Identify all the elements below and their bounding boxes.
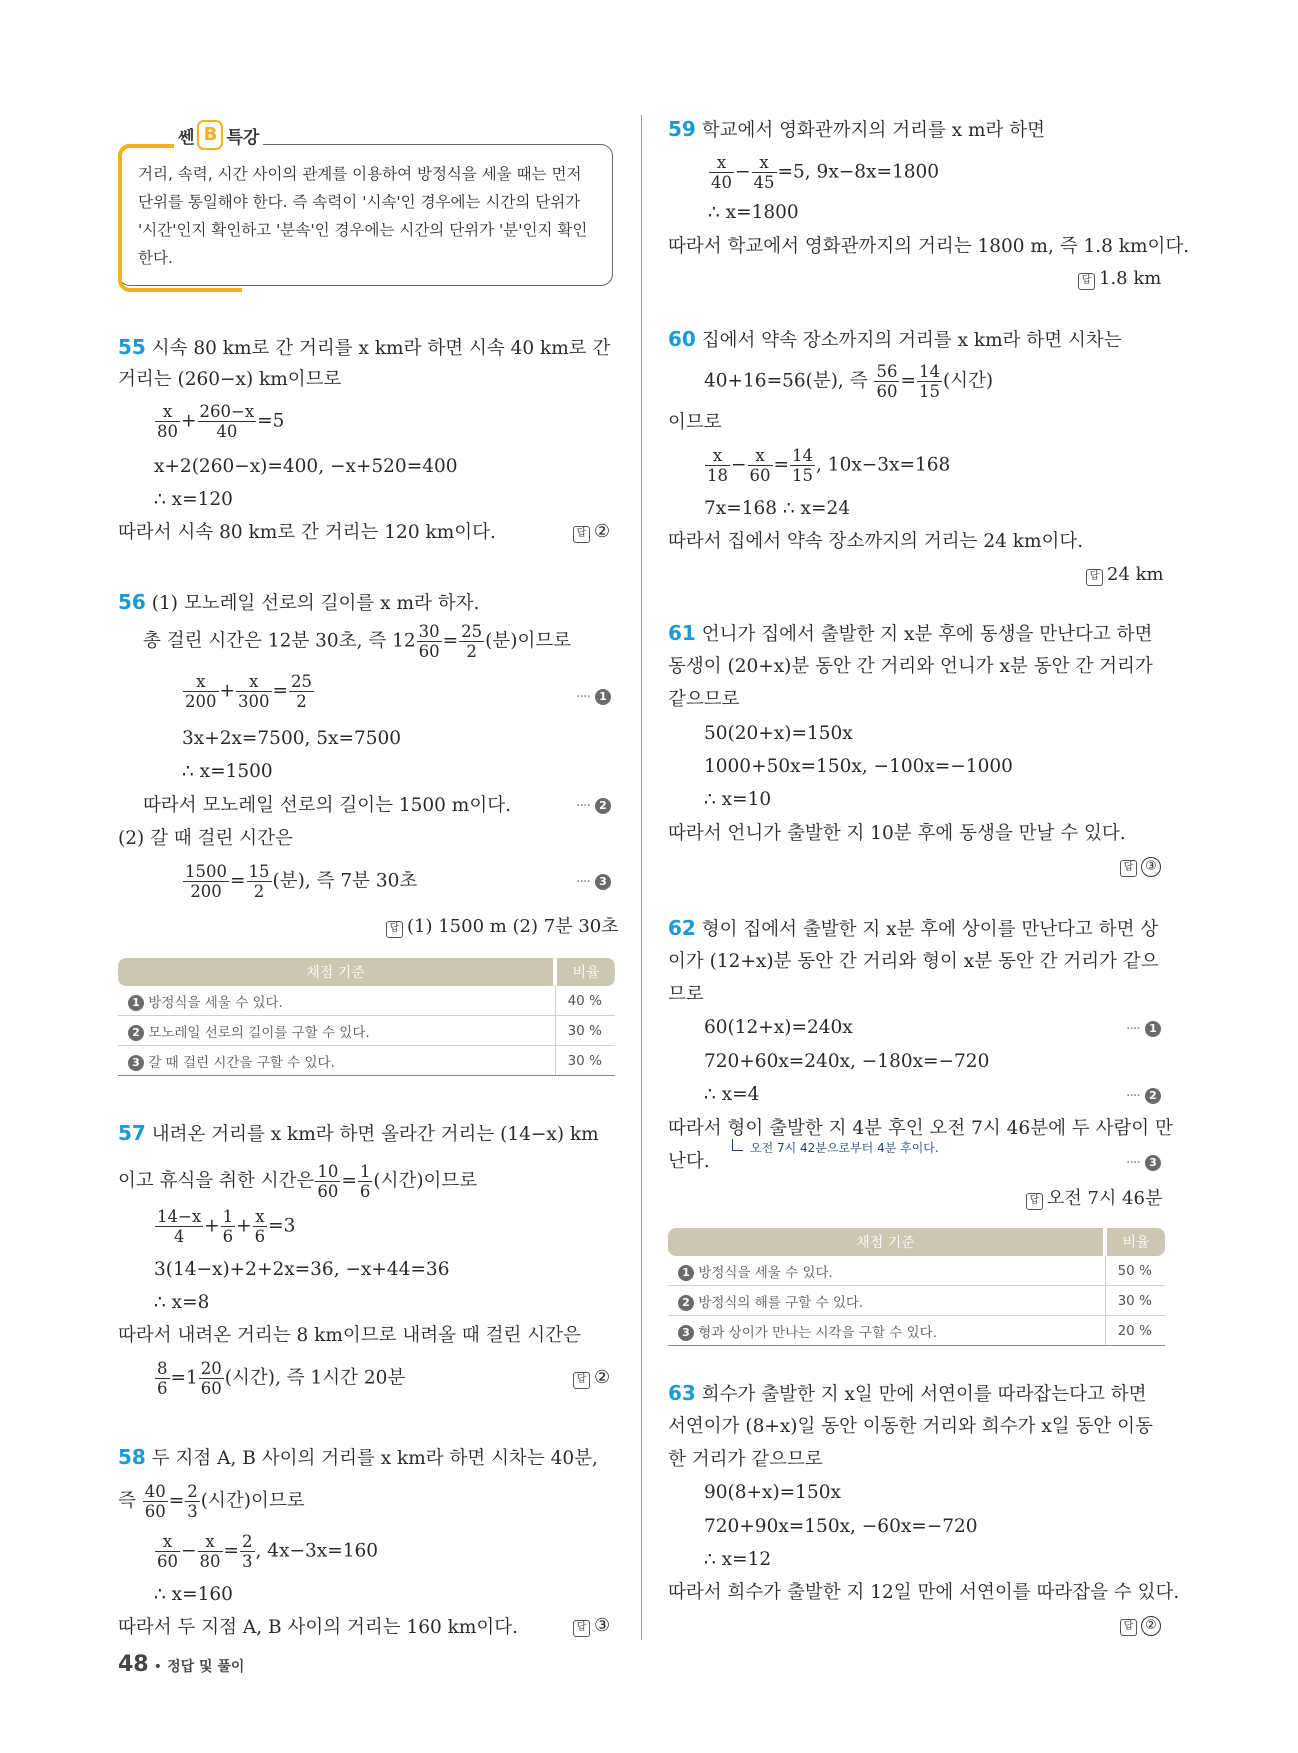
p63-answer: 답 ② xyxy=(1120,1614,1161,1636)
p55-line1 xyxy=(118,334,610,362)
p56-marker1: ···· 1 xyxy=(576,686,611,705)
tip-text: 거리, 속력, 시간 사이의 관계를 이용하여 방정식을 세울 때는 먼저 단위를 통일해야 한다. 즉 속력이 '시속'인 경우에는 시간의 단위가 '시간'인지 확인하고 '분속'인 경우에는 시간의 단위가 '분'인지 확인한다. xyxy=(138,165,588,267)
footer-label: 정답 및 풀이 xyxy=(167,1659,245,1675)
problem-number-56: 56 xyxy=(118,590,146,614)
p61-line6: ∴ x=10 xyxy=(704,789,772,810)
p58-eq1: $\frac{x}{60}$ − $\frac{x}{80}$ = $\frac{2}{3}$ , 4x−3x=160 xyxy=(157,1532,379,1571)
p58-line2: 즉 $\frac{40}{60}$ = $\frac{2}{3}$ (시간)이므로 xyxy=(118,1482,305,1521)
p56-marker3: ···· 3 xyxy=(576,871,611,890)
p60-answer: 답 24 km xyxy=(1086,564,1164,586)
p56-marker2: ···· 2 xyxy=(576,795,611,814)
p62-note: 오전 7시 42분으로부터 4분 후이다. xyxy=(750,1141,939,1155)
tip-title-post: 특강 xyxy=(226,127,260,148)
p63-line3: 한 거리가 같으므로 xyxy=(668,1449,823,1470)
column-divider xyxy=(641,115,642,1640)
problem-number-57: 57 xyxy=(118,1121,146,1145)
p55-line6: 따라서 시속 80 km로 간 거리는 120 km이다. xyxy=(118,522,496,543)
p62-line8: 난다. xyxy=(668,1151,710,1172)
p59-line3: ∴ x=1800 xyxy=(708,202,799,223)
grading-table-2 xyxy=(668,1228,1165,1346)
p62-line1: 62 형이 집에서 출발한 지 x분 후에 상이를 만난다고 하면 상 xyxy=(668,916,1159,940)
p60-line6: 따라서 집에서 약속 장소까지의 거리는 24 km이다. xyxy=(668,531,1084,552)
p60-line5: 7x=168 ∴ x=24 xyxy=(704,498,851,519)
p62-line6: ∴ x=4 xyxy=(704,1084,760,1105)
grading-row: 3 갈 때 걸린 시간을 구할 수 있다. 30 % xyxy=(118,1046,615,1076)
page-number: 48 xyxy=(118,1652,149,1677)
problem-number-63: 63 xyxy=(668,1381,696,1405)
p56-line7: (2) 갈 때 걸린 시간은 xyxy=(118,828,293,849)
p56-line4: 3x+2x=7500, 5x=7500 xyxy=(182,728,402,749)
p62-marker2: ···· 2 xyxy=(1126,1085,1161,1104)
p61-line2: 동생이 (20+x)분 동안 간 거리와 언니가 x분 동안 간 거리가 xyxy=(668,656,1153,677)
p63-line4: 90(8+x)=150x xyxy=(704,1482,841,1503)
p59-answer: 답 1.8 km xyxy=(1078,268,1161,290)
p55-answer: 답 ② xyxy=(573,521,610,543)
p62-line2: 이가 (12+x)분 동안 간 거리와 형이 x분 동안 간 거리가 같으 xyxy=(668,951,1159,972)
p60-line2: 40+16=56(분), 즉 $\frac{56}{60}$ = $\frac{14}{15}$ (시간) xyxy=(704,362,994,401)
p62-marker3: ···· 3 xyxy=(1126,1152,1161,1171)
p56-line2: 총 걸린 시간은 12분 30초, 즉 12 $\frac{30}{60}$ = $\frac{25}{2}$ (분)이므로 xyxy=(143,622,572,661)
p59-line1: 59 학교에서 영화관까지의 거리를 x m라 하면 xyxy=(668,117,1046,141)
frac: $\frac{25}{2}$ xyxy=(461,622,483,661)
problem-number-60: 60 xyxy=(668,327,696,351)
problem-number-55: 55 xyxy=(118,335,146,359)
p58-line1: 58 두 지점 A, B 사이의 거리를 x km라 하면 시차는 40분, xyxy=(118,1445,598,1469)
p60-eq1: $\frac{x}{18}$ − $\frac{x}{60}$ = $\frac{14}{15}$ , 10x−3x=168 xyxy=(707,446,951,485)
p56-line1 xyxy=(118,589,479,617)
tip-title-pre: 쎈 xyxy=(178,127,195,148)
frac: $\frac{30}{60}$ xyxy=(418,622,440,661)
p55-eq1: $\frac{x}{80}$ + $\frac{260-x}{40}$ =5 xyxy=(157,402,285,441)
frac: $\frac{260-x}{40}$ xyxy=(199,402,255,441)
p62-line5: 720+60x=240x, −180x=−720 xyxy=(704,1051,990,1072)
problem-number-61: 61 xyxy=(668,621,696,645)
problem-number-62: 62 xyxy=(668,916,696,940)
p62-marker1: ···· 1 xyxy=(1126,1018,1161,1037)
p63-line7: 따라서 희수가 출발한 지 12일 만에 서연이를 따라잡을 수 있다. xyxy=(668,1582,1180,1603)
p56-eq1: $\frac{x}{200}$ + $\frac{x}{300}$ = $\frac{25}{2}$ xyxy=(185,672,313,711)
p63-line2: 서연이가 (8+x)일 동안 이동한 거리와 희수가 x일 동안 이동 xyxy=(668,1416,1153,1437)
p56-line5: ∴ x=1500 xyxy=(182,761,273,782)
p56-answer: 답 (1) 1500 m (2) 7분 30초 xyxy=(386,912,619,938)
tip-title xyxy=(174,120,263,150)
answer-icon: 답 xyxy=(573,526,590,543)
p56-text1: (1) 모노레일 선로의 길이를 x m라 하자. xyxy=(151,593,480,614)
p57-eq2: $\frac{8}{6}$ =1 $\frac{20}{60}$ (시간), 즉 1시간 20분 xyxy=(157,1359,406,1398)
grading-row: 1 방정식을 세울 수 있다. 40 % xyxy=(118,986,615,1016)
p58-answer: 답 ③ xyxy=(573,1615,610,1637)
p55-line5: ∴ x=120 xyxy=(154,489,233,510)
problem-number-59: 59 xyxy=(668,117,696,141)
p62-line4: 60(12+x)=240x xyxy=(704,1017,853,1038)
note-pointer xyxy=(732,1139,743,1151)
frac: $\frac{x}{80}$ xyxy=(157,402,178,441)
grading-row: 1 방정식을 세울 수 있다. 50 % xyxy=(668,1256,1165,1286)
p61-answer: 답 ③ xyxy=(1120,855,1161,877)
p57-eq1: $\frac{14-x}{4}$ + $\frac{1}{6}$ + $\frac{x}{6}$ =3 xyxy=(157,1207,296,1246)
grading-header-ratio: 비율 xyxy=(1105,1228,1165,1256)
p61-line4: 50(20+x)=150x xyxy=(704,723,853,744)
p63-line6: ∴ x=12 xyxy=(704,1549,772,1570)
grading-row: 3 형과 상이가 만나는 시각을 구할 수 있다. 20 % xyxy=(668,1316,1165,1346)
p57-line4: 3(14−x)+2+2x=36, −x+44=36 xyxy=(154,1259,450,1280)
grading-header-criteria: 채점 기준 xyxy=(668,1228,1105,1256)
p58-line6: 따라서 두 지점 A, B 사이의 거리는 160 km이다. xyxy=(118,1617,519,1638)
grading-header-criteria: 채점 기준 xyxy=(118,958,555,986)
p62-line7: 따라서 형이 출발한 지 4분 후인 오전 7시 46분에 두 사람이 만 xyxy=(668,1118,1173,1139)
p60-line1: 60 집에서 약속 장소까지의 거리를 x km라 하면 시차는 xyxy=(668,327,1122,351)
p58-line5: ∴ x=160 xyxy=(154,1584,233,1605)
p60-line3: 이므로 xyxy=(668,412,722,433)
p56-eq2: $\frac{1500}{200}$ = $\frac{15}{2}$ (분), 즉 7분 30초 xyxy=(185,862,418,901)
p57-line1: 57 내려온 거리를 x km라 하면 올라간 거리는 (14−x) km xyxy=(118,1121,599,1145)
p57-line5: ∴ x=8 xyxy=(154,1292,210,1313)
tip-b-icon: B xyxy=(197,120,223,150)
p63-line5: 720+90x=150x, −60x=−720 xyxy=(704,1516,978,1537)
p59-line4: 따라서 학교에서 영화관까지의 거리는 1800 m, 즉 1.8 km이다. xyxy=(668,236,1190,257)
grading-header-ratio: 비율 xyxy=(555,958,615,986)
p56-line6: 따라서 모노레일 선로의 길이는 1500 m이다. xyxy=(143,795,511,816)
p61-line3: 같으므로 xyxy=(668,689,740,710)
footer-dot: • xyxy=(153,1659,162,1675)
p57-answer: 답 ② xyxy=(573,1367,610,1389)
p55-text1: 시속 80 km로 간 거리를 x km라 하면 시속 40 km로 간 xyxy=(151,338,611,359)
p62-line3: 므로 xyxy=(668,984,704,1005)
grading-table-1 xyxy=(118,958,615,1076)
p55-line4: x+2(260−x)=400, −x+520=400 xyxy=(154,456,458,477)
p59-eq1: $\frac{x}{40}$ − $\frac{x}{45}$ =5, 9x−8x=1800 xyxy=(711,153,940,192)
grading-row: 2 방정식의 해를 구할 수 있다. 30 % xyxy=(668,1286,1165,1316)
tip-box xyxy=(118,124,613,286)
p61-line7: 따라서 언니가 출발한 지 10분 후에 동생을 만날 수 있다. xyxy=(668,823,1126,844)
p55-line2: 거리는 (260−x) km이므로 xyxy=(118,369,342,390)
p61-line1: 61 언니가 집에서 출발한 지 x분 후에 동생을 만난다고 하면 xyxy=(668,621,1153,645)
grading-row: 2 모노레일 선로의 길이를 구할 수 있다. 30 % xyxy=(118,1016,615,1046)
p57-line6: 따라서 내려온 거리는 8 km이므로 내려올 때 걸린 시간은 xyxy=(118,1325,581,1346)
problem-number-58: 58 xyxy=(118,1445,146,1469)
p62-answer: 답 오전 7시 46분 xyxy=(1026,1184,1162,1210)
page-footer xyxy=(118,1652,244,1677)
p57-line2: 이고 휴식을 취한 시간은 $\frac{10}{60}$ = $\frac{1}{6}$ (시간)이므로 xyxy=(118,1162,478,1201)
p63-line1: 63 희수가 출발한 지 x일 만에 서연이를 따라잡는다고 하면 xyxy=(668,1381,1147,1405)
p61-line5: 1000+50x=150x, −100x=−1000 xyxy=(704,756,1013,777)
